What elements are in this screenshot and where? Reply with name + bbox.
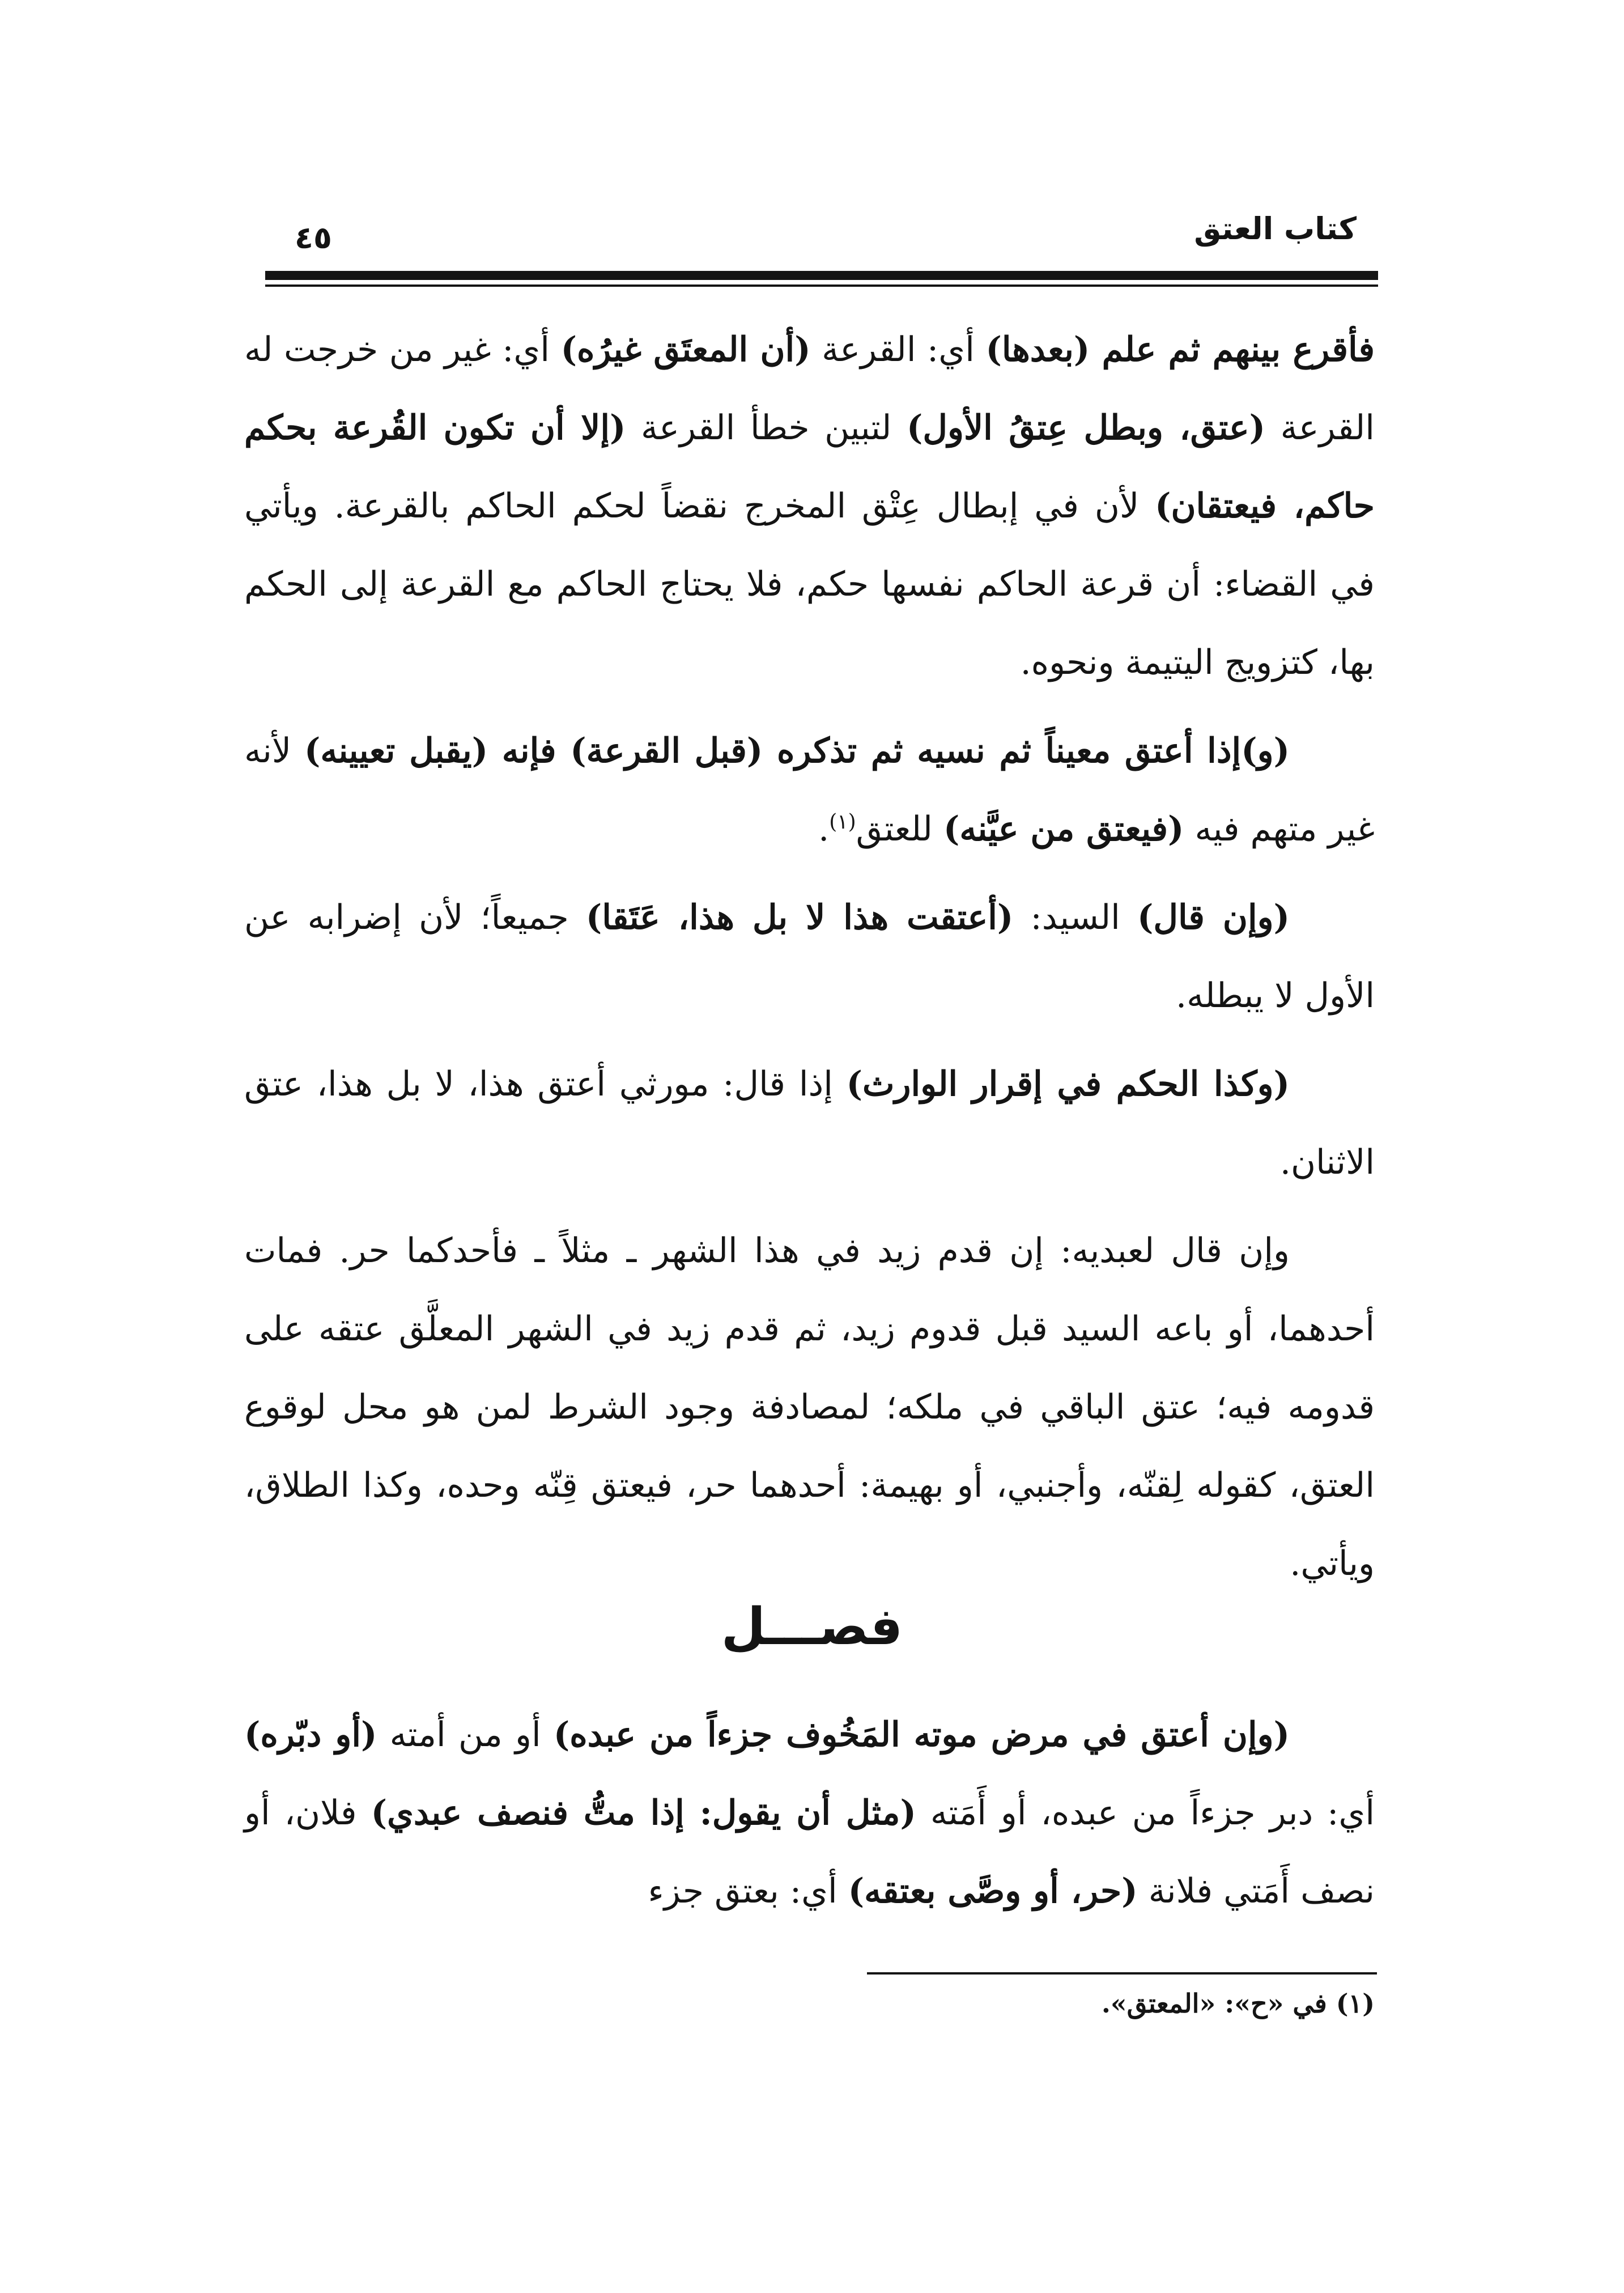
commentary-text: أي: القرعة bbox=[810, 330, 986, 370]
matn-text: فأقرع بينهم ثم علم (بعدها) bbox=[985, 330, 1375, 370]
main-text bbox=[244, 311, 1375, 1603]
matn-text: (مثل أن يقول: إذا متُّ فنصف عبدي) bbox=[371, 1793, 916, 1833]
matn-text: (وكذا الحكم في إقرار الوارث) bbox=[846, 1064, 1290, 1104]
section-paragraph-1 bbox=[244, 1696, 1375, 1930]
commentary-text: وإن قال لعبديه: إن قدم زيد في هذا الشهر ـ مثلاً ـ فأحدكما حر. فمات أحدهما، أو باعه السيد قبل قدوم زيد، ثم قدم زيد في الشهر المعلَّق عتقه على قدومه فيه؛ عتق الباقي في ملكه؛ لمصادفة وجود الشرط لمن هو محل لوقوع العتق، كقوله لِقنّه، وأجنبي، أو بهيمة: أحدهما حر، فيعتق قِنّه وحده، وكذا الطلاق، ويأتي. bbox=[244, 1231, 1375, 1583]
page-number: ٤٥ bbox=[295, 220, 332, 256]
commentary-text: لأن في إبطال عِتْق المخرج نقضاً لحكم الحاكم بالقرعة. ويأتي في القضاء: أن قرعة الحاكم نفسها حكم، فلا يحتاج الحاكم مع القرعة إلى الحكم بها، كتزويج اليتيمة ونحوه. bbox=[244, 486, 1375, 682]
commentary-text: جميعاً؛ لأن إضرابه عن الأول لا يبطله. bbox=[244, 898, 1375, 1016]
main-text-after-section bbox=[244, 1696, 1375, 1930]
matn-text: (وإن أعتق في مرض موته المَخُوف جزءاً من عبده) bbox=[553, 1715, 1290, 1755]
matn-text: (و)إذا أعتق معيناً ثم نسيه ثم تذكره (قبل القرعة) فإنه (يقبل تعيينه) bbox=[304, 731, 1290, 771]
commentary-text: أي: دبر جزءاً من عبده، أو أَمَته bbox=[916, 1793, 1375, 1833]
matn-text: (عتق، وبطل عِتقُ الأول) bbox=[906, 408, 1266, 448]
paragraph-3 bbox=[244, 878, 1375, 1035]
matn-text: (إلا أن تكون القُرعة بحكم حاكم، فيعتقان) bbox=[244, 408, 1375, 526]
commentary-text: السيد: bbox=[1013, 898, 1137, 937]
commentary-text: . bbox=[818, 809, 830, 849]
matn-text: (أن المعتَق غيرُه) bbox=[560, 330, 811, 370]
commentary-text: للعتق bbox=[856, 809, 943, 849]
matn-text: (أعتقت هذا لا بل هذا، عَتَقا) bbox=[585, 898, 1014, 937]
paragraph-2 bbox=[244, 712, 1375, 868]
commentary-text: فلان، أو نصف أَمَتي فلانة bbox=[244, 1793, 1375, 1911]
paragraph-4 bbox=[244, 1045, 1375, 1201]
footnote: (١) في «ح»: «المعتق». bbox=[1101, 1988, 1375, 2019]
paragraph-1 bbox=[244, 311, 1375, 702]
commentary-text: أي: غير من خرجت له القرعة bbox=[244, 330, 1375, 448]
commentary-text: أو من أمته bbox=[377, 1715, 554, 1755]
header-rule-thick bbox=[265, 271, 1378, 280]
section-heading: فصـــل bbox=[721, 1597, 903, 1657]
commentary-text: لأنه غير متهم فيه bbox=[244, 731, 1375, 849]
paragraph-5 bbox=[244, 1212, 1375, 1603]
commentary-text: لتبين خطأ القرعة bbox=[626, 408, 907, 448]
header-rule-thin bbox=[265, 284, 1378, 287]
matn-text: (وإن قال) bbox=[1137, 898, 1290, 937]
running-title: كتاب العتق bbox=[1194, 211, 1357, 247]
footnote-rule bbox=[867, 1972, 1377, 1974]
footnote-marker: (١) bbox=[829, 810, 856, 834]
matn-text: (حر، أو وصَّى بعتقه) bbox=[848, 1871, 1138, 1911]
matn-text: (فيعتق من عيَّنه) bbox=[943, 809, 1184, 849]
matn-text: (أو دبّره) bbox=[244, 1715, 377, 1755]
commentary-text: أي: بعتق جزء bbox=[648, 1871, 848, 1911]
commentary-text: إذا قال: مورثي أعتق هذا، لا بل هذا، عتق الاثنان. bbox=[244, 1064, 1375, 1182]
